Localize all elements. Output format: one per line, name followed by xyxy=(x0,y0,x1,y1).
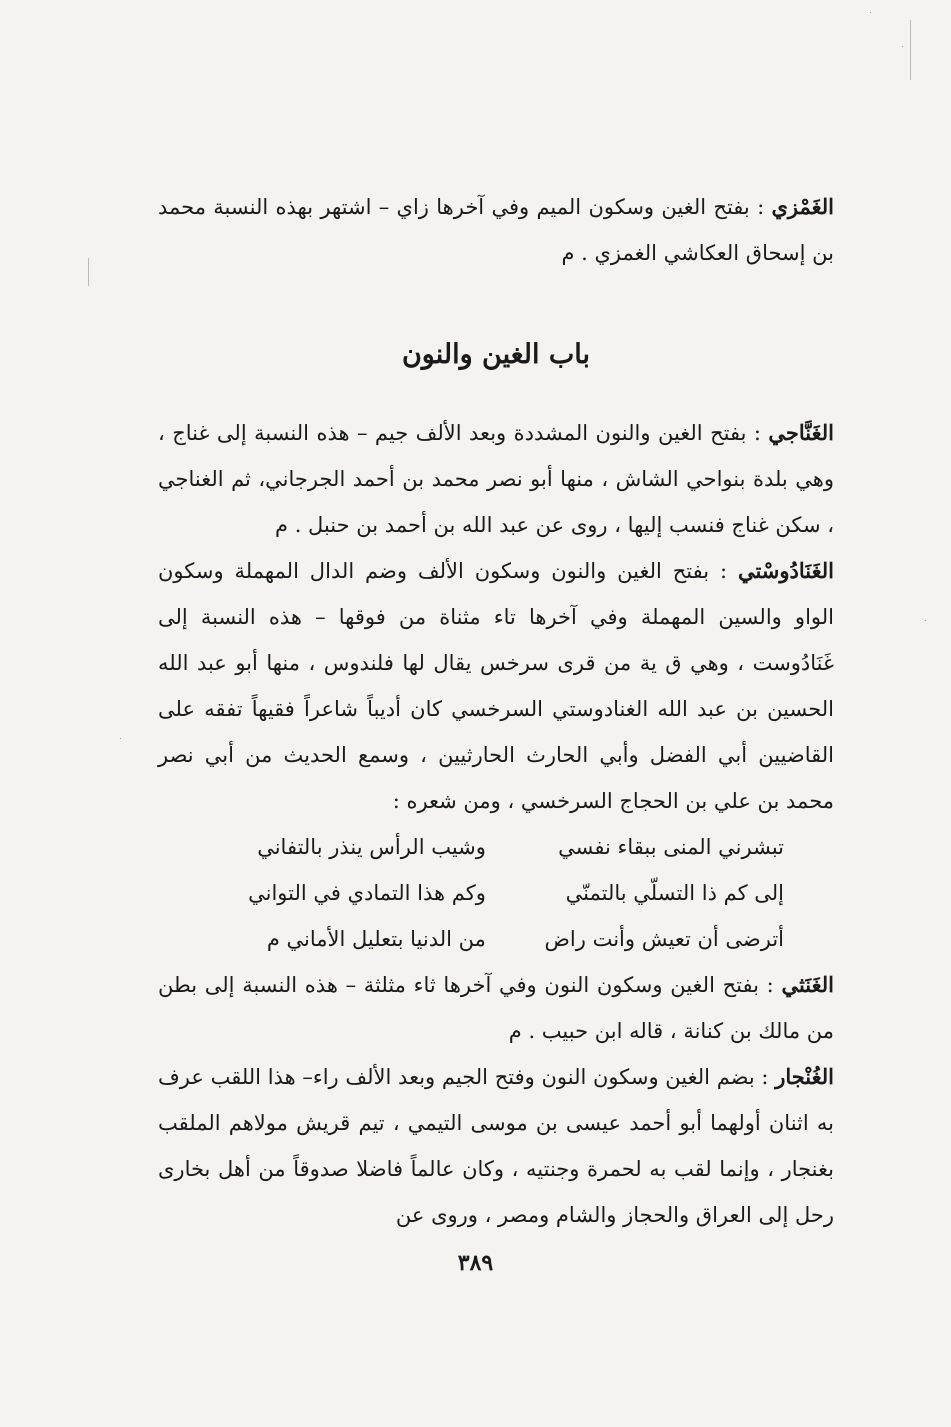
entry-ghamzi xyxy=(158,184,834,276)
poem-verse xyxy=(158,824,834,870)
entry-text: : بفتح الغين والنون المشددة وبعد الألف جيم – هذه النسبة إلى غناج ، وهي بلدة بنواحي الشاش ، منها أبو نصر محمد بن أحمد الجرجاني، ثم الغناجي ، سكن غناج فنسب إليها ، روى عن عبد الله بن أحمد بن حنبل . م xyxy=(158,421,834,537)
entry-head-word: الغَنَادُوسْتي xyxy=(737,558,834,583)
page-number: ٣٨٩ xyxy=(457,1250,494,1276)
scan-speck xyxy=(902,46,903,47)
scan-edge-mark xyxy=(88,258,89,286)
text-block-main xyxy=(158,410,834,1238)
text-block-top xyxy=(158,184,834,276)
entry-ghanadusti xyxy=(158,548,834,824)
entry-ghanathi xyxy=(158,962,834,1054)
verse-first-hemistich: إلى كم ذا التسلّي بالتمنّي xyxy=(565,881,784,905)
entry-text: : بفتح الغين وسكون النون وفي آخرها ثاء مثلثة – هذه النسبة إلى بطن من مالك بن كنانة ، قاله ابن حبيب . م xyxy=(158,973,834,1043)
scan-edge-mark xyxy=(910,20,911,80)
verse-first-hemistich: أترضى أن تعيش وأنت راض xyxy=(544,927,784,951)
entry-text: : بفتح الغين والنون وسكون الألف وضم الدال المهملة وسكون الواو والسين المهملة وفي آخرها تاء مثناة من فوقها – هذه النسبة إلى غَنَادُوست ، وهي ق ية من قرى سرخس يقال لها فلندوس ، منها أبو عبد الله الحسين بن عبد الله الغنادوستي السرخسي كان أديباً شاعراً فقيهاً تفقه على القاضيين أبي الفضل وأبي الحارث الحارثيين ، وسمع الحديث من أبي نصر محمد بن علي بن الحجاج السرخسي ، ومن شعره : xyxy=(158,559,834,813)
verse-first-hemistich: تبشرني المنى ببقاء نفسي xyxy=(558,835,784,859)
poem xyxy=(158,824,834,962)
poem-verse xyxy=(158,870,834,916)
scan-speck xyxy=(925,620,926,621)
scan-speck xyxy=(120,738,121,739)
verse-second-hemistich: وكم هذا التمادي في التواني xyxy=(248,881,486,905)
entry-head-word: الغَنَثي xyxy=(781,972,834,997)
entry-head-word: الغَنَّاجي xyxy=(768,420,834,445)
entry-ghunjar xyxy=(158,1054,834,1238)
section-title: باب الغين والنون xyxy=(401,339,591,370)
verse-second-hemistich: من الدنيا بتعليل الأماني م xyxy=(266,927,486,951)
verse-second-hemistich: وشيب الرأس ينذر بالتفاني xyxy=(257,835,486,859)
entry-text: : بضم الغين وسكون النون وفتح الجيم وبعد الألف راء– هذا اللقب عرف به اثنان أولهما أبو أحمد عيسى بن موسى التيمي ، تيم قريش مولاهم الملقب بغنجار ، وإنما لقب به لحمرة وجنتيه ، وكان عالماً فاضلا صدوقاً من أهل بخارى رحل إلى العراق والحجاز والشام ومصر ، وروى عن xyxy=(158,1065,834,1227)
poem-verse xyxy=(158,916,834,962)
entry-head-word: الغَمْزي xyxy=(771,194,834,219)
entry-text: : بفتح الغين وسكون الميم وفي آخرها زاي – اشتهر بهذه النسبة محمد بن إسحاق العكاشي الغمزي . م xyxy=(158,195,834,265)
entry-head-word: الغُنْجار xyxy=(775,1064,834,1089)
scan-speck xyxy=(870,12,871,13)
entry-ghannaji xyxy=(158,410,834,548)
